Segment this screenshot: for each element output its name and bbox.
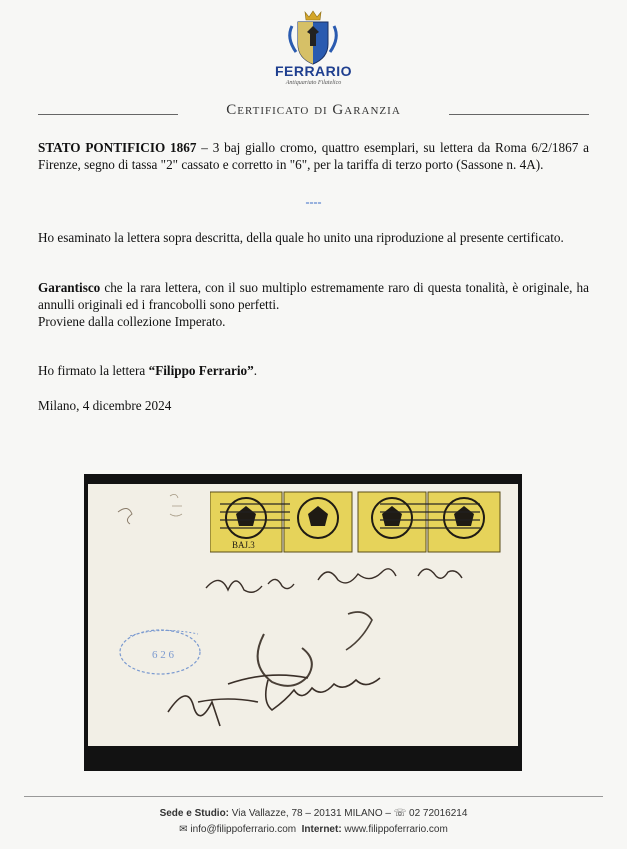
guarantee-text: che la rara lettera, con il suo multiplo estremamente raro di questa tonalità, è originale, ha annulli originali ed i francobolli sono perfetti. (38, 280, 589, 312)
footer-internet-label: Internet: (301, 824, 342, 835)
paragraph-guarantee (38, 279, 589, 330)
footer-website[interactable]: www.filippoferrario.com (341, 824, 448, 835)
footer-email[interactable]: info@filippoferrario.com (187, 824, 297, 835)
stamp-strip (210, 488, 502, 563)
certificate-title: Certificato di Garanzia (220, 102, 407, 118)
svg-text:6 2 6: 6 2 6 (152, 649, 174, 661)
signature-text-pre: Ho firmato la lettera (38, 363, 149, 378)
footer-address-text: Via Vallazze, 78 – 20131 MILANO – ☏ 02 72016214 (229, 808, 468, 819)
guarantee-heading: Garantisco (38, 280, 101, 295)
signature-name: “Filippo Ferrario” (148, 363, 254, 378)
paragraph-signature (38, 362, 589, 379)
separator: ---- (305, 195, 322, 209)
stamp (284, 492, 352, 552)
certificate-title-row (38, 102, 589, 122)
stamp (428, 492, 500, 552)
place-date: Milano, 4 dicembre 2024 (38, 398, 172, 413)
brand-name: FERRARIO (274, 63, 353, 79)
stamp (358, 492, 426, 552)
stamp (210, 492, 282, 552)
footer-rule (24, 796, 603, 797)
signature-text-post: . (253, 363, 258, 378)
footer-address-label: Sede e Studio: (159, 808, 230, 819)
footer-contacts (0, 824, 627, 835)
footer-address (0, 808, 627, 819)
stamp-value-label: BAJ.3 (232, 540, 255, 550)
paragraph-examined: Ho esaminato la lettera sopra descritta, della quale ho unito una riproduzione al presente certificato. (38, 230, 564, 245)
description-heading: STATO PONTIFICIO 1867 (38, 140, 197, 155)
description-text: – 3 baj giallo cromo, quattro esemplari, su lettera da Roma 6/2/1867 a Firenze, segno di tassa "2" cassato e corretto in "6", per la tariffa di terzo porto (Sassone n. 4A). (38, 140, 589, 172)
mail-icon: ✉ (179, 824, 188, 835)
provenance-text: Proviene dalla collezione Imperato. (38, 314, 226, 329)
paragraph-description (38, 139, 589, 173)
brand-subtitle: Antiquariato Filatelico (285, 80, 342, 86)
